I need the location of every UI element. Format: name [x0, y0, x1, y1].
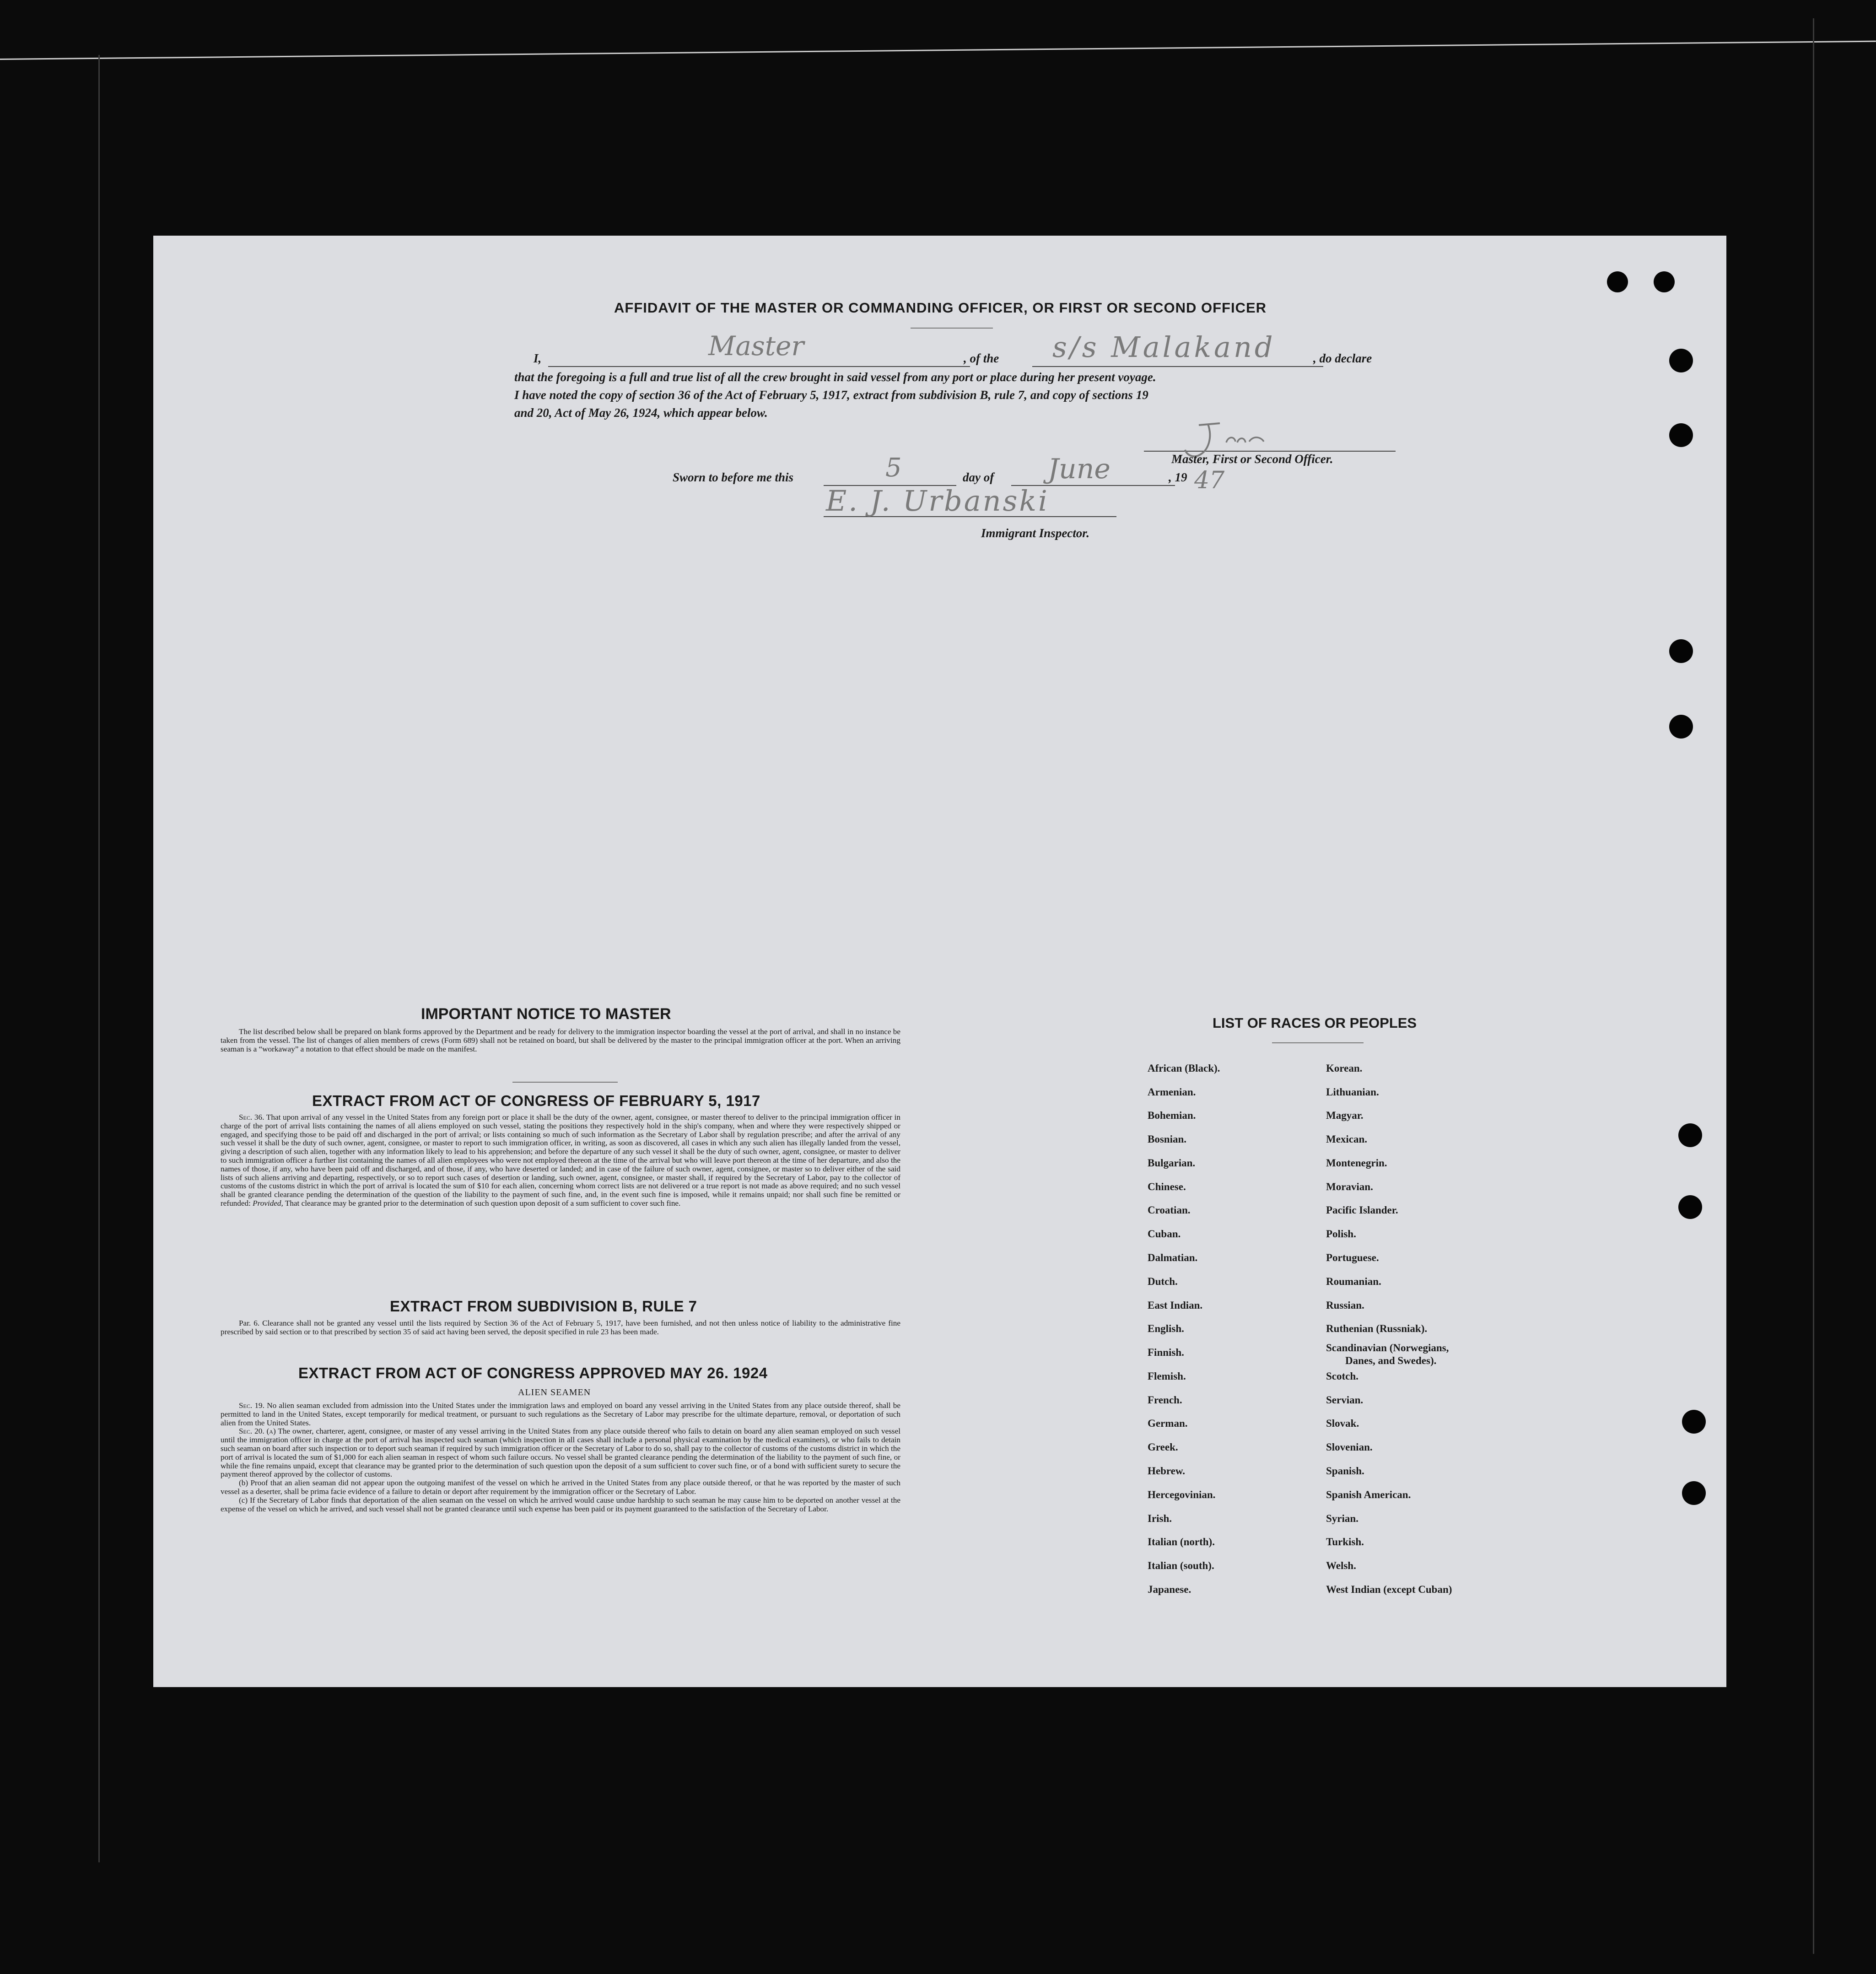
race-left-item: Irish. [1148, 1513, 1172, 1524]
proviso-label: Provided, [253, 1198, 283, 1208]
sec20a-label: Sec. 20. (a) [239, 1427, 276, 1436]
race-right-item: Spanish. [1326, 1465, 1364, 1477]
punch-hole [1669, 639, 1693, 663]
inspector-label: Immigrant Inspector. [981, 526, 1090, 540]
section-divider [512, 1082, 618, 1083]
punch-hole [1678, 1123, 1702, 1147]
race-right-item: Servian. [1326, 1394, 1364, 1406]
punch-hole [1682, 1481, 1706, 1505]
day-of-label: day of [963, 470, 994, 484]
race-right-item: Welsh. [1326, 1560, 1356, 1571]
race-left-item: English. [1148, 1323, 1184, 1334]
extract-1924-title: EXTRACT FROM ACT OF CONGRESS APPROVED MAY 26. 1924 [298, 1365, 768, 1381]
race-right-item: Russian. [1326, 1300, 1364, 1311]
sec36-label: Sec. 36. [239, 1113, 264, 1122]
race-right-item: Ruthenian (Russniak). [1326, 1323, 1428, 1334]
alien-seamen-subtitle: ALIEN SEAMEN [518, 1387, 591, 1397]
punch-hole [1678, 1195, 1702, 1219]
affidavit-statement [514, 368, 1393, 422]
race-left-item: Dalmatian. [1148, 1252, 1198, 1263]
race-left-item: Cuban. [1148, 1228, 1181, 1240]
punch-hole [1669, 423, 1693, 447]
affidavit-title: AFFIDAVIT OF THE MASTER OR COMMANDING OFFICER, OR FIRST OR SECOND OFFICER [614, 300, 1267, 316]
year-prefix: , 19 [1169, 470, 1187, 484]
race-right-item: Scotch. [1326, 1370, 1358, 1382]
race-left-item: Croatian. [1148, 1204, 1191, 1216]
race-left-item: Bohemian. [1148, 1110, 1196, 1121]
races-divider [1272, 1042, 1364, 1043]
vessel-blank-line [1032, 366, 1323, 367]
sec20c-text: If the Secretary of Labor finds that deportation of the alien seaman on the vessel on which he arrived would cause undue hardship to such seaman he may cause him to be deported on another vessel at the expense of the vessel on which he arrived, and such vessel shall not be granted clearance until such expense has been paid or its payment guaranteed to the satisfaction of the Secretary of Labor. [221, 1495, 901, 1513]
statement-line: I have noted the copy of section 36 of the Act of February 5, 1917, extract from subdivision B, rule 7, and copy of sections 19 [514, 388, 1148, 402]
punch-hole [1669, 715, 1693, 739]
race-right-item: Spanish American. [1326, 1489, 1411, 1500]
race-right-item: Lithuanian. [1326, 1086, 1379, 1098]
notice-paragraph: The list described below shall be prepared on blank forms approved by the Department and be ready for delivery to the immigration inspector boarding the vessel at the port of arrival, and shall in no instance be taken from the vessel. The list of changes of alien members of crews (Form 689) shall not be retained on board, but shall be delivered by the master to the principal immigration officer at the port. When an arriving seaman is a “workaway” a notation to that effect should be made on the manifest. [221, 1027, 900, 1053]
sec20b-paragraph [221, 1479, 900, 1496]
race-left-item: Armenian. [1148, 1086, 1196, 1098]
race-right-item: Slovak. [1326, 1418, 1359, 1429]
race-left-item: German. [1148, 1418, 1188, 1429]
rule7-paragraph: Par. 6. Clearance shall not be granted any vessel until the lists required by Section 36 of the Act of February 5, 1917, have been furnished, and not then unless notice of liability to the administrative fine prescribed by said section or to that prescribed by section 35 of said act having been served, the deposit specified in rule 23 has been made. [221, 1319, 900, 1336]
race-left-item: Finnish. [1148, 1347, 1184, 1358]
extract-1917-text [221, 1113, 900, 1208]
race-right-item: Magyar. [1326, 1110, 1364, 1121]
do-declare-label: , do declare [1313, 351, 1372, 365]
sec20b-text: Proof that an alien seaman did not appear upon the outgoing manifest of the vessel on which he arrived in the United States from any place outside thereof, or that he was reported by the master of such vessel as a deserter, shall be prima facie evidence of a failure to detain or deport after requirement by the immigration officer or the Secretary of Labor. [221, 1478, 900, 1496]
sec20b-label: (b) [239, 1478, 248, 1488]
punch-hole [1669, 349, 1693, 372]
handwritten-title: Master [708, 330, 804, 361]
race-right-item: West Indian (except Cuban) [1326, 1584, 1452, 1595]
race-left-item: Dutch. [1148, 1276, 1178, 1287]
sec36-text: That upon arrival of any vessel in the United States from any foreign port or place it shall be the duty of the owner, agent, consignee, or master thereof to deliver to the principal immigration officer in charge of the port of arrival lists containing the names of all aliens employed on such vessel, stating the positions they respectively hold in the ship's company, when and where they were respectively shipped or engaged, and specifying those to be paid off and discharged in the port of arrival; or lists containing so much of such information as the Secretary of Labor shall by regulation prescribe; and after the arrival of any such vessel it shall be the duty of such owner, agent, consignee, or master to report to such immigration officer, in writing, as soon as discovered, all cases in which any such alien has illegally landed from the vessel, giving a description of such alien, together with any information likely to lead to his apprehension; and before the departure of any such vessel it shall be the duty of such owner, agent, consignee, or master to deliver to such immigration officer a further list containing the names of all alien employees who were not employed thereon at the time of the arrival but who will leave port thereon at the time of her departure, and also the names of those, if any, who have been paid off and discharged, and of those, if any, who have deserted or landed; and in case of the failure of such owner, agent, consignee, or master so to deliver either of the said lists of such aliens arriving and departing, respectively, or so to report such cases of desertion or landing, such owner, agent, consignee, or master shall, if required by the Secretary of Labor, pay to the collector of customs of the customs district in which the port of arrival is located the sum of $10 for each alien, concerning whom correct lists are not delivered or a true report is not made as above required; and no such vessel shall be granted clearance pending the determination of the question of the liability to the payment of such fine, and, in the event such fine is imposed, while it remains unpaid; nor shall such fine be remitted or refunded: [221, 1113, 900, 1208]
race-right-item: Roumanian. [1326, 1276, 1381, 1287]
race-left-item: Flemish. [1148, 1370, 1186, 1382]
notice-title: IMPORTANT NOTICE TO MASTER [421, 1005, 671, 1023]
notice-text [221, 1028, 900, 1053]
sec36-paragraph [221, 1113, 900, 1208]
race-left-item: African (Black). [1148, 1063, 1220, 1074]
punch-hole [1682, 1410, 1706, 1434]
extract-rule7-title: EXTRACT FROM SUBDIVISION B, RULE 7 [390, 1298, 697, 1315]
title-blank-line [548, 366, 970, 367]
race-right-item: Portuguese. [1326, 1252, 1379, 1263]
film-frame-edge-right [1813, 18, 1814, 1954]
sec19-label: Sec. 19. [239, 1401, 264, 1410]
title-divider [911, 328, 993, 329]
race-left-item: Bosnian. [1148, 1133, 1187, 1145]
of-the-label: , of the [964, 351, 999, 365]
race-right-item: Danes, and Swedes). [1345, 1355, 1437, 1366]
film-frame-edge-top [0, 41, 1876, 60]
statement-line: and 20, Act of May 26, 1924, which appear below. [514, 406, 768, 420]
race-left-item: Greek. [1148, 1441, 1178, 1453]
race-left-item: Bulgarian. [1148, 1157, 1196, 1169]
race-right-item: Turkish. [1326, 1536, 1364, 1548]
race-right-item: Polish. [1326, 1228, 1356, 1240]
extract-1924-text [221, 1402, 900, 1513]
sec19-paragraph [221, 1402, 900, 1427]
statement-line: that the foregoing is a full and true list of all the crew brought in said vessel from any port or place during her present voyage. [514, 370, 1156, 384]
race-left-item: Chinese. [1148, 1181, 1186, 1192]
punch-hole [1654, 271, 1675, 292]
handwritten-month: June [1048, 453, 1111, 485]
officer-label: Master, First or Second Officer. [1171, 452, 1333, 466]
race-left-item: Hercegovinian. [1148, 1489, 1216, 1500]
race-left-item: Hebrew. [1148, 1465, 1185, 1477]
inspector-signature: E. J. Urbanski [826, 484, 1049, 518]
punch-hole [1607, 271, 1628, 292]
sec19-text: No alien seaman excluded from admission into the United States under the immigration laws and employed on board any vessel arriving in the United States from any place outside thereof, shall be permitted to land in the United States, except temporarily for medical treatment, or pursuant to such regulations as the Secretary of Labor may prescribe for the ultimate departure, removal, or deportation of such alien from the United States. [221, 1401, 900, 1427]
race-left-item: Japanese. [1148, 1584, 1191, 1595]
handwritten-year: 47 [1194, 467, 1225, 494]
race-left-item: Italian (south). [1148, 1560, 1214, 1571]
handwritten-vessel: s/s Malakand [1052, 330, 1276, 364]
races-title: LIST OF RACES OR PEOPLES [1213, 1015, 1417, 1031]
race-left-item: French. [1148, 1394, 1182, 1406]
race-left-item: Italian (north). [1148, 1536, 1215, 1548]
extract-rule7-text [221, 1319, 900, 1337]
sec20c-label: (c) [239, 1495, 248, 1505]
sworn-label: Sworn to before me this [673, 470, 794, 484]
race-right-item: Montenegrin. [1326, 1157, 1387, 1169]
proviso-text: That clearance may be granted prior to the determination of such question upon deposit of a sum sufficient to cover such fine. [285, 1198, 681, 1208]
sec20a-paragraph [221, 1427, 900, 1479]
race-right-item: Scandinavian (Norwegians, [1326, 1342, 1449, 1354]
extract-1917-title: EXTRACT FROM ACT OF CONGRESS OF FEBRUARY 5, 1917 [312, 1092, 760, 1109]
race-right-item: Mexican. [1326, 1133, 1368, 1145]
race-right-item: Korean. [1326, 1063, 1363, 1074]
race-right-item: Slovenian. [1326, 1441, 1373, 1453]
race-right-item: Syrian. [1326, 1513, 1358, 1524]
sec20a-text: The owner, charterer, agent, consignee, or master of any vessel arriving in the United States from any place outside thereof who fails to detain on board any alien seaman employed on such vessel until the immigration officer in charge at the port of arrival has inspected such seaman (which inspection in all cases shall include a personal physical examination by the medical examiners), or who fails to detain such seaman on board after such inspection or to deport such seaman if required by such immigration officer or the Secretary of Labor to do so, shall pay to the collector of customs of the customs district in which the port of arrival is located the sum of $1,000 for each alien seaman in respect of whom such failure occurs. No vessel shall be granted clearance pending the determination of the liability to the payment of such fine, or while the fine remains unpaid, except that clearance may be granted prior to the determination of such question upon the deposit of a sum sufficient to cover such fine, or of a bond with sufficient surety to secure the payment thereof approved by the collector of customs. [221, 1427, 900, 1479]
sec20c-paragraph [221, 1496, 900, 1514]
race-left-item: East Indian. [1148, 1300, 1203, 1311]
race-right-item: Moravian. [1326, 1181, 1373, 1192]
handwritten-day: 5 [885, 453, 902, 483]
race-right-item: Pacific Islander. [1326, 1204, 1398, 1216]
affidavit-prefix: I, [534, 351, 542, 365]
film-frame-edge-left [98, 55, 100, 1862]
